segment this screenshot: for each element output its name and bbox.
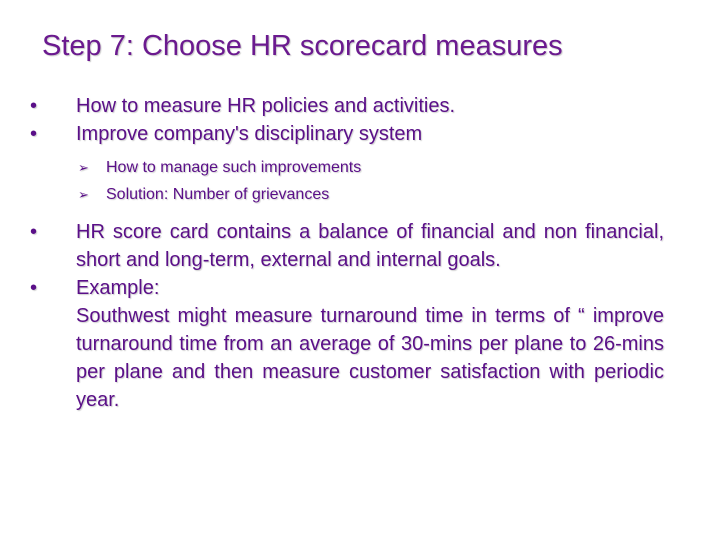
bullet-text: How to measure HR policies and activities. (76, 95, 456, 117)
bullet-item (28, 92, 664, 120)
arrow-bullet-icon: ➢ (78, 160, 89, 175)
bullet-item (28, 120, 664, 148)
bullet-icon: • (30, 123, 38, 145)
bullet-icon: • (30, 95, 38, 117)
sub-bullet-item (28, 154, 664, 181)
sub-bullet-list (28, 154, 664, 208)
bullet-text: HR score card contains a balance of financial and non financial, short and long-term, external and internal goals. (76, 221, 664, 271)
bullet-item (28, 274, 664, 302)
sub-bullet-text: How to manage such improvements (106, 159, 362, 176)
example-paragraph: Southwest might measure turnaround time in terms of “ improve turnaround time from an average of 30-mins per plane to 26-mins per plane and then measure customer satisfaction with periodic year. (76, 305, 664, 411)
arrow-bullet-icon: ➢ (78, 187, 89, 202)
sub-bullet-text: Solution: Number of grievances (106, 186, 330, 203)
slide-body (28, 92, 664, 414)
bullet-icon: • (30, 221, 38, 243)
bullet-icon: • (30, 277, 38, 299)
sub-bullet-item (28, 181, 664, 208)
slide-title: Step 7: Choose HR scorecard measures (42, 30, 563, 62)
bullet-text: Improve company's disciplinary system (76, 123, 423, 145)
bullet-text: Example: (76, 277, 160, 299)
bullet-item (28, 218, 664, 274)
